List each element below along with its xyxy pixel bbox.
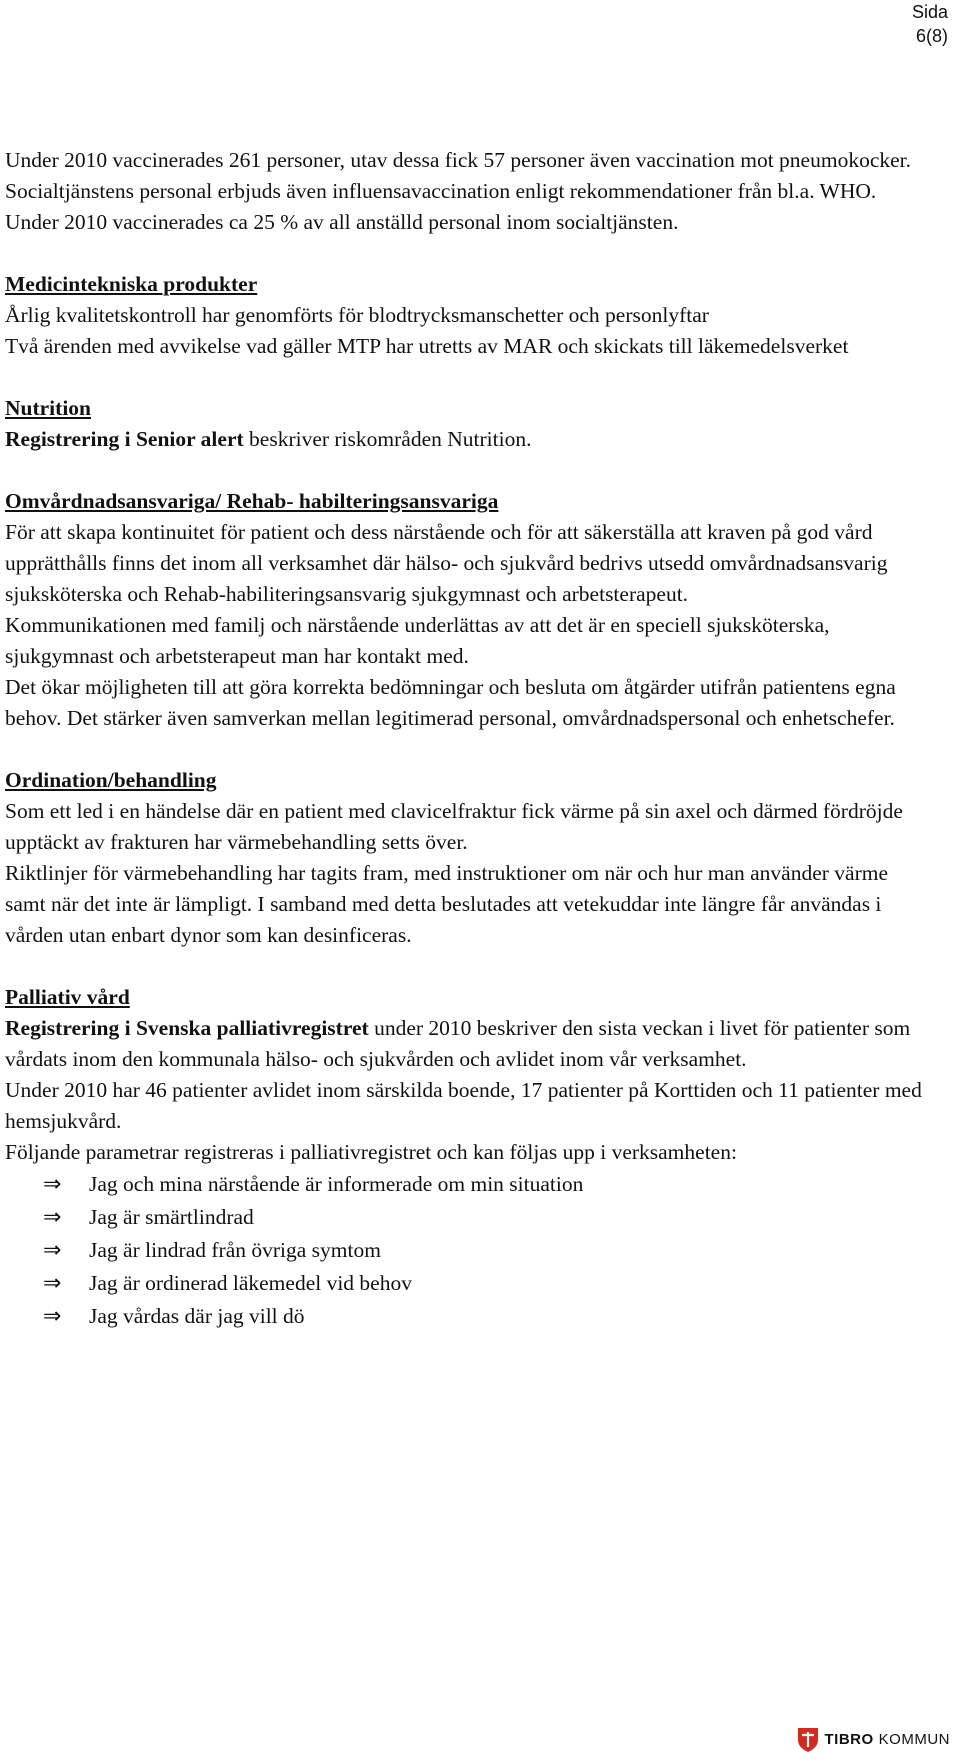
nutrition-bold-lead: Registrering i Senior alert bbox=[5, 427, 244, 451]
page-number-label: Sida bbox=[911, 2, 948, 22]
ordination-paragraph: Riktlinjer för värmebehandling har tagits fram, med instruktioner om när och hur man använder värme samt när det inte är lämpligt. I samband med detta beslutades att vetekuddar inte längre får användas i vården utan enbart dynor som kan desinficeras. bbox=[5, 861, 889, 947]
logo-text-bold: TIBRO bbox=[824, 1731, 874, 1748]
ordination-paragraph: Som ett led i en händelse där en patient med clavicelfraktur fick värme på sin axel och därmed fördröjde upptäckt av frakturen har värmebehandling setts över. bbox=[5, 799, 903, 854]
arrow-icon: ⇒ bbox=[43, 1304, 62, 1329]
arrow-icon: ⇒ bbox=[43, 1172, 62, 1197]
section-heading-nutrition: Nutrition bbox=[5, 396, 91, 420]
list-item-text: Jag är smärtlindrad bbox=[89, 1205, 254, 1229]
list-item bbox=[43, 1300, 925, 1333]
list-item bbox=[43, 1201, 925, 1234]
list-item bbox=[43, 1234, 925, 1267]
list-item-text: Jag är lindrad från övriga symtom bbox=[89, 1238, 381, 1262]
intro-paragraph: Under 2010 vaccinerades 261 personer, utav dessa fick 57 personer även vaccination mot pneumokocker. bbox=[5, 148, 912, 172]
omvardnad-paragraph: För att skapa kontinuitet för patient och dess närstående och för att säkerställa att kraven på god vård upprätthålls finns det inom all verksamhet där hälso- och sjukvård bedrivs utsedd omvårdnadsansvarig sjuksköterska och Rehab-habiliteringsansvarig sjukgymnast och arbetsterapeut. bbox=[5, 520, 888, 606]
shield-icon bbox=[797, 1727, 819, 1753]
list-item bbox=[43, 1168, 925, 1201]
palliativ-paragraph: Följande parametrar registreras i palliativregistret och kan följas upp i verksamheten: bbox=[5, 1140, 737, 1164]
arrow-icon: ⇒ bbox=[43, 1238, 62, 1263]
palliativ-bold-lead: Registrering i Svenska palliativregistret bbox=[5, 1016, 369, 1040]
section-heading-ordination: Ordination/behandling bbox=[5, 768, 217, 792]
intro-paragraph: Socialtjänstens personal erbjuds även influensavaccination enligt rekommendationer från bl.a. WHO. Under 2010 vaccinerades ca 25 % av all anställd personal inom socialtjänsten. bbox=[5, 179, 877, 234]
section-heading-medicinteknik: Medicintekniska produkter bbox=[5, 272, 258, 296]
arrow-icon: ⇒ bbox=[43, 1205, 62, 1230]
section-heading-omvardnad: Omvårdnadsansvariga/ Rehab- habilteringsansvariga bbox=[5, 489, 499, 513]
document-body bbox=[5, 145, 925, 1333]
palliativ-lead bbox=[5, 1013, 925, 1075]
page-number-value: 6(8) bbox=[915, 26, 948, 46]
arrow-icon: ⇒ bbox=[43, 1271, 62, 1296]
list-item bbox=[43, 1267, 925, 1300]
palliativ-parameter-list bbox=[5, 1168, 925, 1333]
medicinteknik-line: Två ärenden med avvikelse vad gäller MTP har utretts av MAR och skickats till läkemedelsverket bbox=[5, 334, 849, 358]
page-number bbox=[912, 0, 948, 48]
section-heading-palliativ: Palliativ vård bbox=[5, 985, 130, 1009]
medicinteknik-line: Årlig kvalitetskontroll har genomförts för blodtrycksmanschetter och personlyftar bbox=[5, 303, 709, 327]
palliativ-lead-rest: under 2010 beskriver den sista veckan i livet för patienter som vårdats inom den kommunala hälso- och sjukvården och avlidet inom vår verksamhet. bbox=[5, 1016, 911, 1071]
palliativ-paragraph: Under 2010 har 46 patienter avlidet inom särskilda boende, 17 patienter på Korttiden och 11 patienter med hemsjukvård. bbox=[5, 1078, 922, 1133]
omvardnad-paragraph: Kommunikationen med familj och närstående underlättas av att det är en speciell sjuksköterska, sjukgymnast och arbetsterapeut man har kontakt med. bbox=[5, 613, 830, 668]
tibro-kommun-logo bbox=[797, 1724, 951, 1755]
list-item-text: Jag vårdas där jag vill dö bbox=[89, 1304, 305, 1328]
list-item-text: Jag och mina närstående är informerade om min situation bbox=[89, 1172, 584, 1196]
list-item-text: Jag är ordinerad läkemedel vid behov bbox=[89, 1271, 412, 1295]
nutrition-rest: beskriver riskområden Nutrition. bbox=[243, 427, 532, 451]
omvardnad-paragraph: Det ökar möjligheten till att göra korrekta bedömningar och besluta om åtgärder utifrån patientens egna behov. Det stärker även samverkan mellan legitimerad personal, omvårdnadspersonal och enhetschefer. bbox=[5, 675, 896, 730]
nutrition-text bbox=[5, 424, 925, 455]
logo-text-light: KOMMUN bbox=[878, 1731, 950, 1748]
